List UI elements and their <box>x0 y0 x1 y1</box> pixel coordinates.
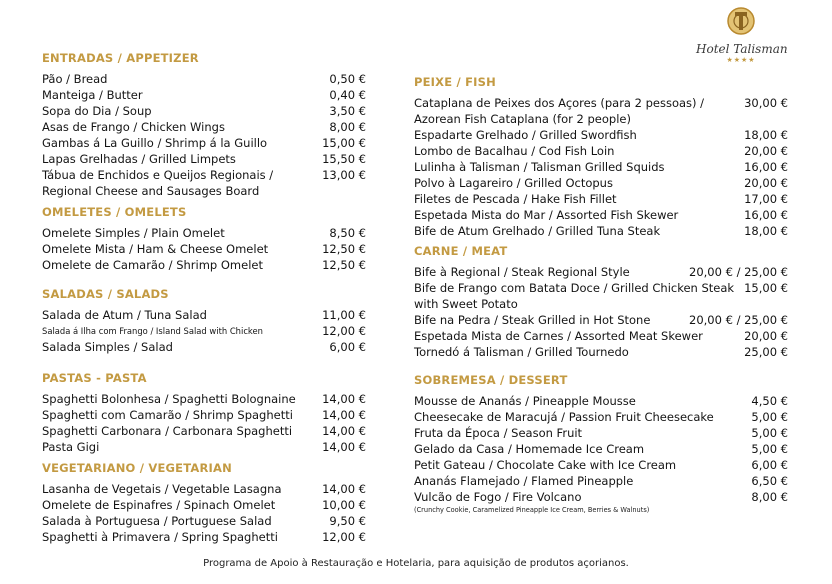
menu-item <box>414 344 788 360</box>
menu-item-name: Lulinha à Talisman / Talisman Grilled Squids <box>414 160 665 174</box>
dessert-note: (Crunchy Cookie, Caramelized Pineapple Ice Cream, Berries & Walnuts) <box>414 506 650 514</box>
section-title: PASTAS - PASTA <box>42 371 147 385</box>
menu-section <box>414 74 788 239</box>
menu-item-price: 20,00 € / 25,00 € <box>689 265 788 279</box>
menu-item-price: 18,00 € <box>744 224 788 238</box>
menu-item <box>414 280 788 312</box>
menu-item-name: Fruta da Época / Season Fruit <box>414 426 583 440</box>
menu-item-price: 9,50 € <box>329 514 366 528</box>
menu-item-price: 12,50 € <box>322 242 366 256</box>
section-title: OMELETES / OMELETS <box>42 205 187 219</box>
menu-item-price: 10,00 € <box>322 498 366 512</box>
menu-section <box>414 372 788 505</box>
menu-item <box>42 513 366 529</box>
menu-item <box>42 257 366 273</box>
hotel-stars: ★★★★ <box>726 56 756 64</box>
menu-item-name: Filetes de Pescada / Hake Fish Fillet <box>414 192 617 206</box>
menu-item-name: Pasta Gigi <box>42 440 100 454</box>
menu-section <box>42 286 366 355</box>
menu-item-name: Gelado da Casa / Homemade Ice Cream <box>414 442 645 456</box>
menu-item-name: Pão / Bread <box>42 72 108 86</box>
menu-item-price: 16,00 € <box>744 160 788 174</box>
menu-item-price: 30,00 € <box>744 96 788 110</box>
menu-item <box>42 423 366 439</box>
menu-item-name: Cataplana de Peixes dos Açores (para 2 pessoas) / Azorean Fish Cataplana (for 2 people) <box>414 96 705 126</box>
section-title: ENTRADAS / APPETIZER <box>42 51 199 65</box>
menu-item-price: 13,00 € <box>322 168 366 182</box>
menu-item <box>42 481 366 497</box>
menu-item-name: Salada de Atum / Tuna Salad <box>42 308 207 322</box>
hotel-name: Hotel Talisman <box>696 42 788 56</box>
menu-item-name: Espetada Mista de Carnes / Assorted Meat Skewer <box>414 329 703 343</box>
menu-item <box>42 87 366 103</box>
talisman-emblem-icon <box>726 6 756 36</box>
menu-item-name: Omelete de Camarão / Shrimp Omelet <box>42 258 263 272</box>
menu-item <box>414 159 788 175</box>
menu-section <box>42 460 366 545</box>
menu-item-price: 12,50 € <box>322 258 366 272</box>
menu-item <box>414 425 788 441</box>
section-title: PEIXE / FISH <box>414 75 496 89</box>
footer-note: Programa de Apoio à Restauração e Hotelaria, para aquisição de produtos açorianos. <box>203 558 629 569</box>
menu-item-name: Ananás Flamejado / Flamed Pineapple <box>414 474 634 488</box>
menu-item <box>414 264 788 280</box>
menu-item <box>414 473 788 489</box>
menu-item-name: Espetada Mista do Mar / Assorted Fish Skewer <box>414 208 679 222</box>
section-title: SOBREMESA / DESSERT <box>414 373 568 387</box>
menu-item <box>414 312 788 328</box>
menu-item-price: 8,00 € <box>751 490 788 504</box>
menu-item-name: Espadarte Grelhado / Grilled Swordfish <box>414 128 637 142</box>
menu-section <box>42 50 366 199</box>
menu-item-name: Petit Gateau / Chocolate Cake with Ice Cream <box>414 458 677 472</box>
menu-item <box>414 175 788 191</box>
menu-item-name: Tábua de Enchidos e Queijos Regionais / Regional Cheese and Sausages Board <box>42 168 274 198</box>
right-menu-column <box>414 74 788 515</box>
menu-item-name: Vulcão de Fogo / Fire Volcano <box>414 490 582 504</box>
menu-item-name: Bife de Atum Grelhado / Grilled Tuna Steak <box>414 224 661 238</box>
menu-item-name: Gambas á La Guillo / Shrimp á la Guillo <box>42 136 268 150</box>
menu-item <box>414 393 788 409</box>
menu-item <box>414 95 788 127</box>
hotel-logo <box>696 6 786 76</box>
menu-section <box>42 370 366 455</box>
menu-item-price: 14,00 € <box>322 408 366 422</box>
menu-item-price: 15,00 € <box>322 136 366 150</box>
menu-item-price: 5,00 € <box>751 442 788 456</box>
menu-item-name: Omelete Simples / Plain Omelet <box>42 226 225 240</box>
menu-item-name: Polvo à Lagareiro / Grilled Octopus <box>414 176 613 190</box>
menu-item-price: 16,00 € <box>744 208 788 222</box>
menu-item-price: 3,50 € <box>329 104 366 118</box>
menu-item-name: Spaghetti Carbonara / Carbonara Spaghetti <box>42 424 293 438</box>
menu-item <box>42 225 366 241</box>
menu-item-name: Salada á Ilha com Frango / Island Salad with Chicken <box>42 326 263 336</box>
menu-item-price: 0,40 € <box>329 88 366 102</box>
menu-item-price: 11,00 € <box>322 308 366 322</box>
menu-item-price: 4,50 € <box>751 394 788 408</box>
menu-item <box>414 409 788 425</box>
menu-item-name: Omelete de Espinafres / Spinach Omelet <box>42 498 276 512</box>
menu-item-name: Mousse de Ananás / Pineapple Mousse <box>414 394 636 408</box>
menu-item-price: 14,00 € <box>322 424 366 438</box>
menu-item <box>414 191 788 207</box>
menu-item <box>42 71 366 87</box>
menu-item-name: Lasanha de Vegetais / Vegetable Lasagna <box>42 482 282 496</box>
menu-item-name: Salada Simples / Salad <box>42 340 173 354</box>
menu-item <box>414 207 788 223</box>
menu-item-name: Lombo de Bacalhau / Cod Fish Loin <box>414 144 615 158</box>
menu-item-price: 6,50 € <box>751 474 788 488</box>
menu-item-price: 20,00 € / 25,00 € <box>689 313 788 327</box>
menu-item-name: Salada à Portuguesa / Portuguese Salad <box>42 514 272 528</box>
menu-item <box>42 103 366 119</box>
menu-item-name: Spaghetti com Camarão / Shrimp Spaghetti <box>42 408 293 422</box>
menu-item-price: 14,00 € <box>322 440 366 454</box>
menu-item-name: Spaghetti Bolonhesa / Spaghetti Bolognaine <box>42 392 296 406</box>
menu-item <box>42 151 366 167</box>
menu-item <box>414 223 788 239</box>
section-title: SALADAS / SALADS <box>42 287 169 301</box>
menu-item <box>42 407 366 423</box>
menu-item <box>42 529 366 545</box>
menu-item <box>42 391 366 407</box>
menu-item-price: 8,00 € <box>329 120 366 134</box>
menu-item <box>414 489 788 505</box>
menu-item-name: Bife na Pedra / Steak Grilled in Hot Stone <box>414 313 651 327</box>
menu-item-name: Bife à Regional / Steak Regional Style <box>414 265 630 279</box>
menu-item <box>414 143 788 159</box>
menu-item-name: Lapas Grelhadas / Grilled Limpets <box>42 152 236 166</box>
menu-item-price: 12,00 € <box>322 530 366 544</box>
menu-item-name: Bife de Frango com Batata Doce / Grilled Chicken Steak with Sweet Potato <box>414 281 735 311</box>
menu-item <box>42 135 366 151</box>
section-title: VEGETARIANO / VEGETARIAN <box>42 461 232 475</box>
menu-item-price: 14,00 € <box>322 392 366 406</box>
menu-item-price: 17,00 € <box>744 192 788 206</box>
left-menu-column <box>42 50 366 545</box>
menu-item-price: 15,00 € <box>744 281 788 295</box>
menu-item-price: 20,00 € <box>744 144 788 158</box>
menu-item-price: 20,00 € <box>744 176 788 190</box>
menu-item-price: 0,50 € <box>329 72 366 86</box>
menu-item <box>42 119 366 135</box>
menu-item <box>42 307 366 323</box>
menu-item <box>414 441 788 457</box>
menu-item-price: 14,00 € <box>322 482 366 496</box>
section-title: CARNE / MEAT <box>414 244 508 258</box>
menu-item-price: 15,50 € <box>322 152 366 166</box>
menu-item <box>414 127 788 143</box>
menu-item <box>414 328 788 344</box>
menu-item-price: 20,00 € <box>744 329 788 343</box>
menu-item <box>42 439 366 455</box>
menu-item <box>42 241 366 257</box>
menu-item <box>42 339 366 355</box>
menu-item-price: 6,00 € <box>751 458 788 472</box>
menu-item-price: 6,00 € <box>329 340 366 354</box>
menu-item-price: 18,00 € <box>744 128 788 142</box>
menu-section <box>414 243 788 360</box>
menu-item-name: Sopa do Dia / Soup <box>42 104 152 118</box>
menu-item-name: Spaghetti à Primavera / Spring Spaghetti <box>42 530 278 544</box>
menu-item <box>42 323 366 339</box>
menu-item-price: 8,50 € <box>329 226 366 240</box>
menu-section <box>42 204 366 273</box>
menu-item-name: Omelete Mista / Ham & Cheese Omelet <box>42 242 269 256</box>
menu-item-name: Manteiga / Butter <box>42 88 143 102</box>
menu-item-name: Tornedó á Talisman / Grilled Tournedo <box>414 345 629 359</box>
menu-item <box>42 167 366 199</box>
menu-item <box>414 457 788 473</box>
menu-item-price: 25,00 € <box>744 345 788 359</box>
menu-item-name: Asas de Frango / Chicken Wings <box>42 120 225 134</box>
menu-item-price: 5,00 € <box>751 426 788 440</box>
menu-item-price: 12,00 € <box>322 324 366 338</box>
menu-item <box>42 497 366 513</box>
menu-item-price: 5,00 € <box>751 410 788 424</box>
menu-item-name: Cheesecake de Maracujá / Passion Fruit Cheesecake <box>414 410 714 424</box>
